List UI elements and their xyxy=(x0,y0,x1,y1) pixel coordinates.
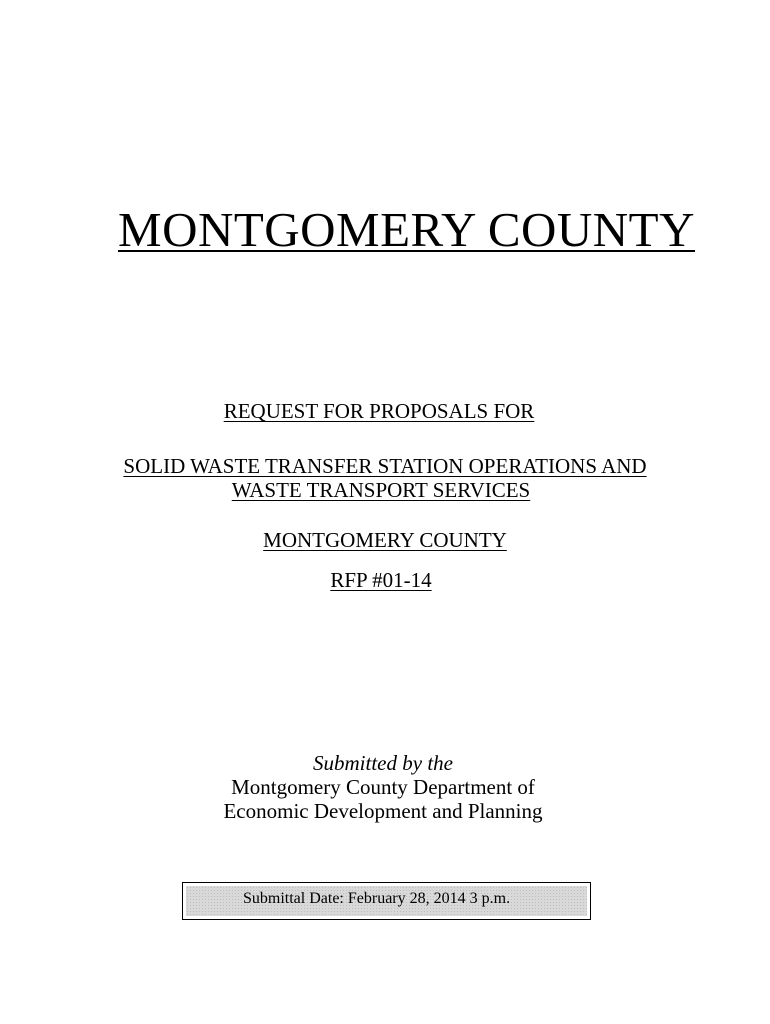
project-title-line-2 xyxy=(0,477,766,503)
submitted-by: Submitted by the xyxy=(313,751,453,775)
county-line-text: MONTGOMERY COUNTY xyxy=(263,528,507,552)
rfp-number xyxy=(0,567,766,593)
submittal-date: Submittal Date: February 28, 2014 3 p.m. xyxy=(243,890,511,907)
rfp-heading xyxy=(0,398,764,424)
department-line-1: Montgomery County Department of xyxy=(231,775,535,799)
county-line xyxy=(0,527,770,553)
project-title-line-1-text: SOLID WASTE TRANSFER STATION OPERATIONS AND xyxy=(123,454,647,478)
department-line-2: Economic Development and Planning xyxy=(223,799,543,823)
rfp-number-text: RFP #01-14 xyxy=(330,568,432,592)
project-title-line-2-text: WASTE TRANSPORT SERVICES xyxy=(231,478,531,502)
rfp-heading-text: REQUEST FOR PROPOSALS FOR xyxy=(223,399,535,423)
document-title: MONTGOMERY COUNTY xyxy=(118,202,696,257)
project-title-line-1 xyxy=(0,453,770,479)
submittal-date-box xyxy=(182,882,591,920)
